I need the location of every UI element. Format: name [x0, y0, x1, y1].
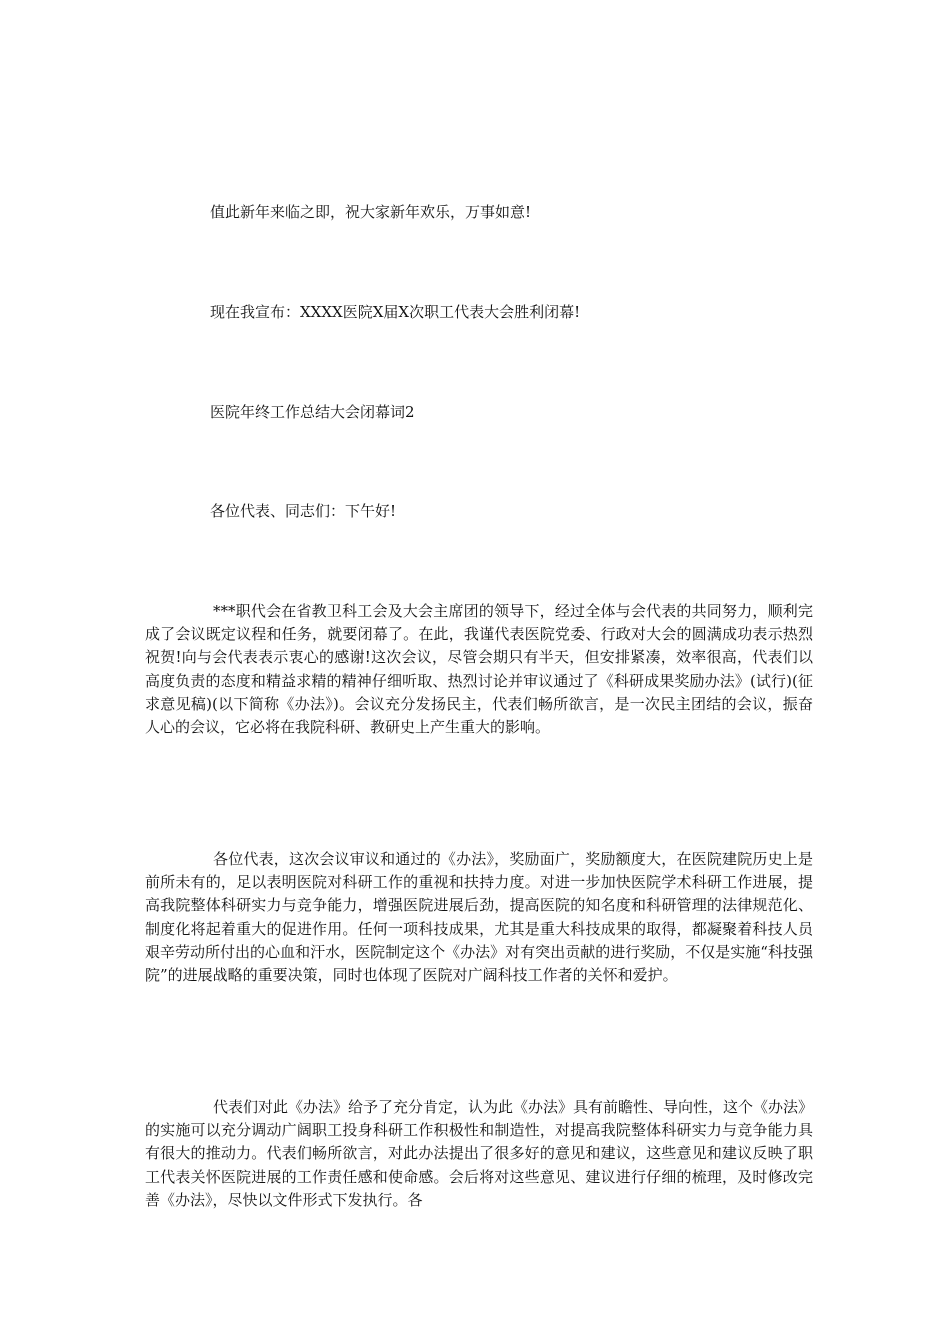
new-year-greeting-line: 值此新年来临之即，祝大家新年欢乐，万事如意! [210, 203, 532, 221]
body-paragraph-1: ***职代会在省教卫科工会及大会主席团的领导下，经过全体与会代表的共同努力，顺利完成了会议既定议程和任务，就要闭幕了。在此，我谨代表医院党委、行政对大会的圆满成功表示热烈祝贺!向与会代表表示衷心的感谢!这次会议，尽管会期只有半天，但安排紧凑，效率很高，代表们以高度负责的态度和精益求精的精神仔细听取、热烈讨论并审议通过了《科研成果奖励办法》(试行)(征求意见稿)(以下简称《办法》)。会议充分发扬民主，代表们畅所欲言，是一次民主团结的会议，振奋人心的会议，它必将在我院科研、教研史上产生重大的影响。 [145, 602, 813, 737]
section-title: 医院年终工作总结大会闭幕词2 [210, 403, 415, 421]
body-paragraph-2: 各位代表，这次会议审议和通过的《办法》，奖励面广，奖励额度大，在医院建院历史上是前所未有的，足以表明医院对科研工作的重视和扶持力度。对进一步加快医院学术科研工作进展，提高我院整体科研实力与竞争能力，增强医院进展后劲，提高医院的知名度和科研管理的法律规范化、制度化将起着重大的促进作用。任何一项科技成果，尤其是重大科技成果的取得，都凝聚着科技人员艰辛劳动所付出的心血和汗水，医院制定这个《办法》对有突出贡献的进行奖励，不仅是实施“科技强院”的进展战略的重要决策，同时也体现了医院对广阔科技工作者的关怀和爱护。 [145, 850, 813, 985]
closing-announcement-line: 现在我宣布：XXXX医院X届X次职工代表大会胜利闭幕! [210, 303, 581, 321]
salutation-line: 各位代表、同志们：下午好! [210, 502, 397, 520]
body-paragraph-3: 代表们对此《办法》给予了充分肯定，认为此《办法》具有前瞻性、导向性，这个《办法》的实施可以充分调动广阔职工投身科研工作积极性和制造性，对提高我院整体科研实力与竞争能力具有很大的推动力。代表们畅所欲言，对此办法提出了很多好的意见和建议，这些意见和建议反映了职工代表关怀医院进展的工作责任感和使命感。会后将对这些意见、建议进行仔细的梳理，及时修改完善《办法》，尽快以文件形式下发执行。各 [145, 1098, 814, 1209]
